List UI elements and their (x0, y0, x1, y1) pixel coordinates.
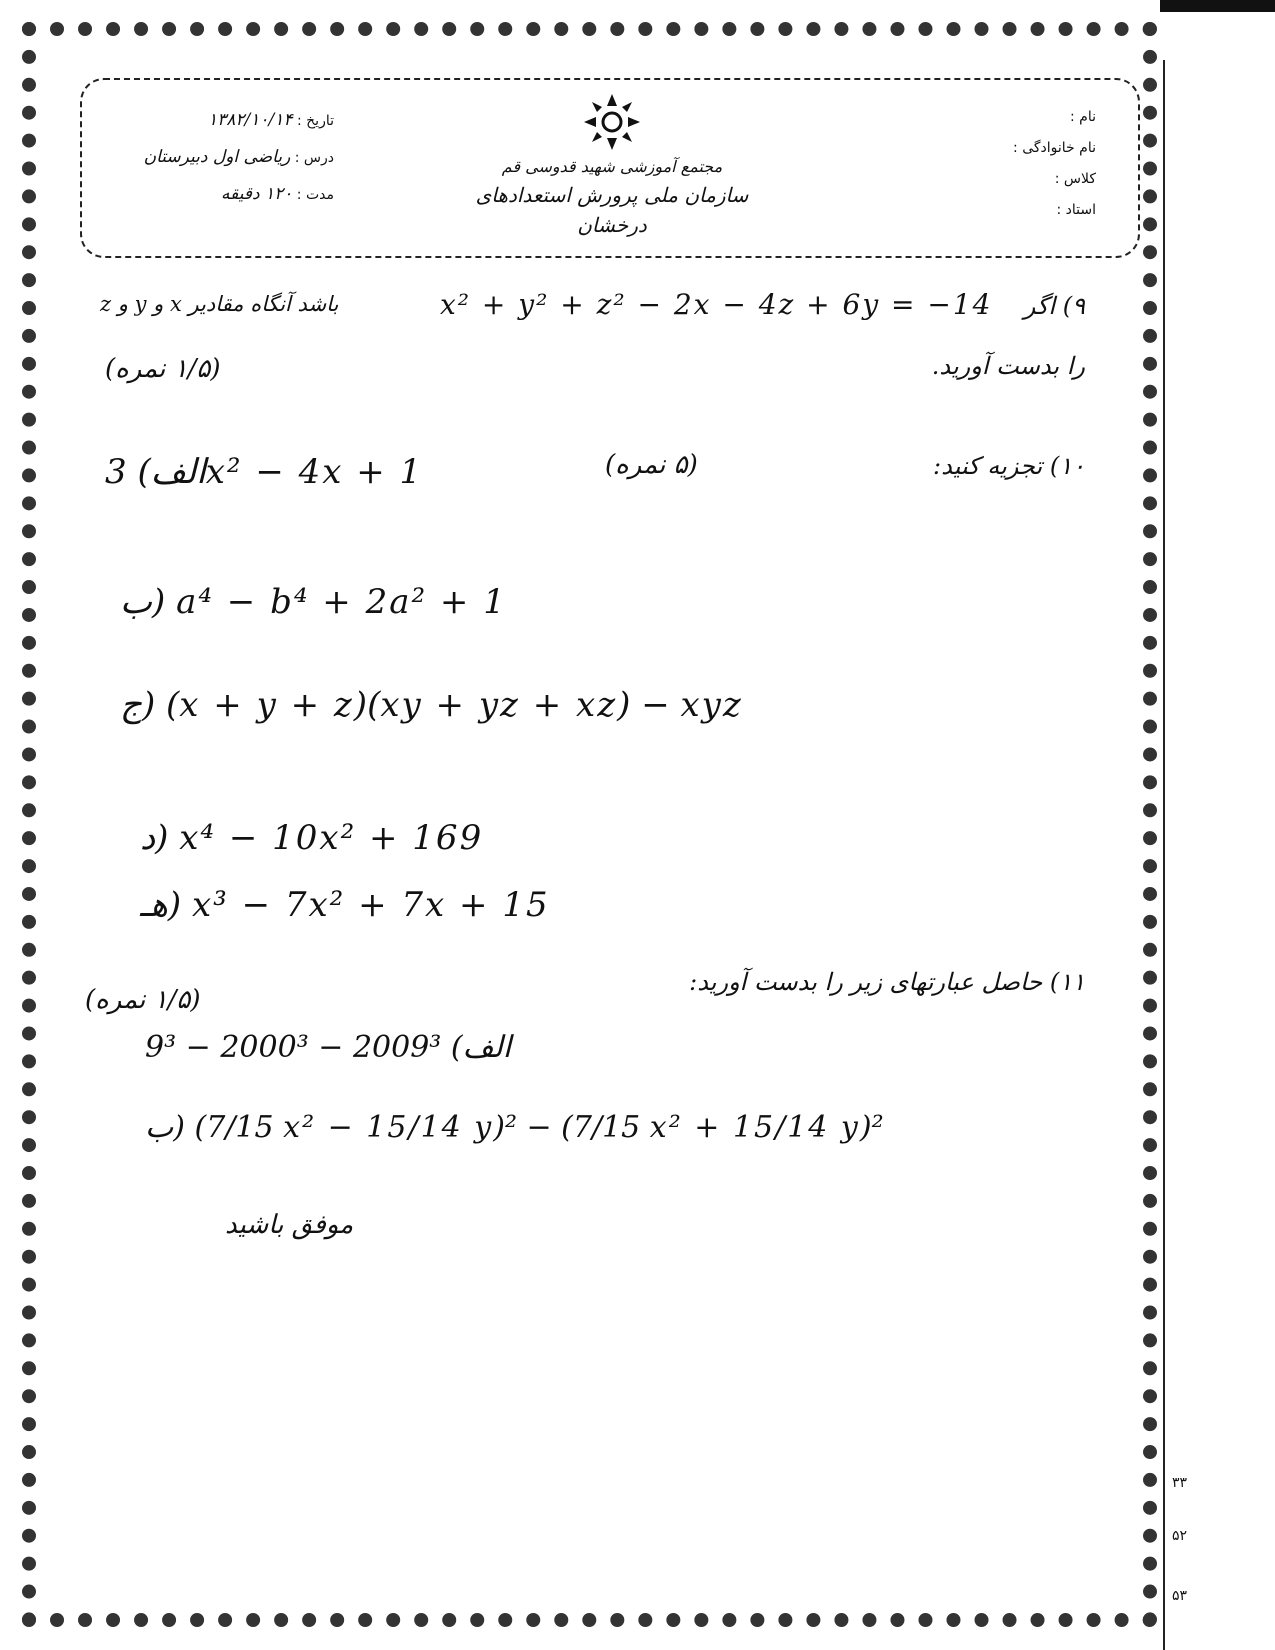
q9-number: ۹) (1062, 292, 1085, 320)
q10-part-b-label: ب) (120, 582, 166, 622)
q9-text-after: باشد آنگاه مقادیر x و y و z (100, 292, 339, 316)
strip-text-3: ۵۳ (1172, 1588, 1188, 1604)
teacher-label: استاد : (1056, 202, 1096, 218)
strip-text-2: ۵۲ (1172, 1528, 1188, 1544)
duration-row (94, 176, 334, 213)
q11-number: ۱۱) (1049, 968, 1085, 996)
q10-part-c-label: ج) (120, 685, 156, 725)
q10-part-a-expr: 3x² − 4x + 1 (105, 452, 424, 492)
class-label: کلاس : (1054, 171, 1096, 187)
family-label: نام خانوادگی : (1013, 140, 1096, 156)
q9-marks: (۱/۵ نمره) (105, 354, 221, 384)
q11-text: حاصل عبارتهای زیر را بدست آورید: (689, 968, 1043, 996)
q10-part-e-expr: x³ − 7x² + 7x + 15 (191, 885, 550, 925)
q10-part-d-label: د) (140, 818, 169, 858)
subject-value: ریاضی اول دبیرستان (143, 147, 291, 167)
scan-edge-bar (1160, 0, 1275, 12)
emblem-icon (582, 92, 642, 152)
q10-part-e (140, 885, 550, 925)
organization-block (442, 92, 782, 240)
q11-part-b-label: ب) (145, 1110, 185, 1145)
q10-part-b (120, 582, 507, 622)
subject-row (94, 139, 334, 176)
student-info (1013, 102, 1096, 226)
q11-part-b (145, 1110, 884, 1145)
q10-part-a-label: الف) (137, 452, 206, 492)
subject-label: درس : (294, 150, 334, 166)
exam-header (80, 78, 1140, 258)
q10-part-a (105, 452, 423, 492)
q10-part-d (140, 818, 483, 858)
q11-part-a-label: الف) (450, 1030, 512, 1065)
date-value: ۱۳۸۲/۱۰/۱۴ (208, 110, 293, 130)
q11-part-a-expr: 2009³ − 2000³ − 9³ (145, 1030, 442, 1065)
organization-name: سازمان ملی پرورش استعدادهای درخشان (475, 183, 749, 237)
q9-equation: x² + y² + z² − 2x − 4z + 6y = −14 (440, 288, 993, 321)
date-row (94, 102, 334, 139)
q10-text: تجزیه کنید: (933, 452, 1043, 480)
q11-part-b-expr: (7/15 x² − 15/14 y)² − (7/15 x² + 15/14 y)² (194, 1110, 884, 1145)
q10-number: ۱۰) (1049, 452, 1085, 480)
q9-line2: را بدست آورید. (931, 352, 1085, 380)
name-label: نام : (1070, 109, 1096, 125)
date-label: تاریخ : (296, 113, 334, 129)
strip-text-1: ۳۳ (1172, 1475, 1188, 1491)
duration-label: مدت : (296, 187, 334, 203)
q10-part-c (120, 685, 743, 725)
q11-marks: (۱/۵ نمره) (85, 985, 201, 1015)
q11-part-a (145, 1030, 511, 1065)
adjacent-page-edge (1163, 60, 1165, 1650)
school-name: مجتمع آموزشی شهید قدوسی قم (501, 157, 723, 176)
closing-text: موفق باشید (225, 1210, 354, 1240)
q10-part-b-expr: a⁴ − b⁴ + 2a² + 1 (176, 582, 507, 622)
q11-heading (689, 968, 1085, 996)
duration-value: ۱۲۰ دقیقه (220, 184, 293, 204)
q10-part-d-expr: x⁴ − 10x² + 169 (179, 818, 484, 858)
q9-line1 (1024, 292, 1085, 320)
q10-part-c-expr: (x + y + z)(xy + yz + xz) − xyz (166, 685, 743, 725)
q9-text: اگر (1023, 292, 1056, 320)
q10-heading (933, 452, 1085, 480)
exam-info (94, 102, 334, 213)
q10-marks: (۵ نمره) (605, 450, 698, 480)
q10-part-e-label: هـ) (140, 885, 182, 925)
